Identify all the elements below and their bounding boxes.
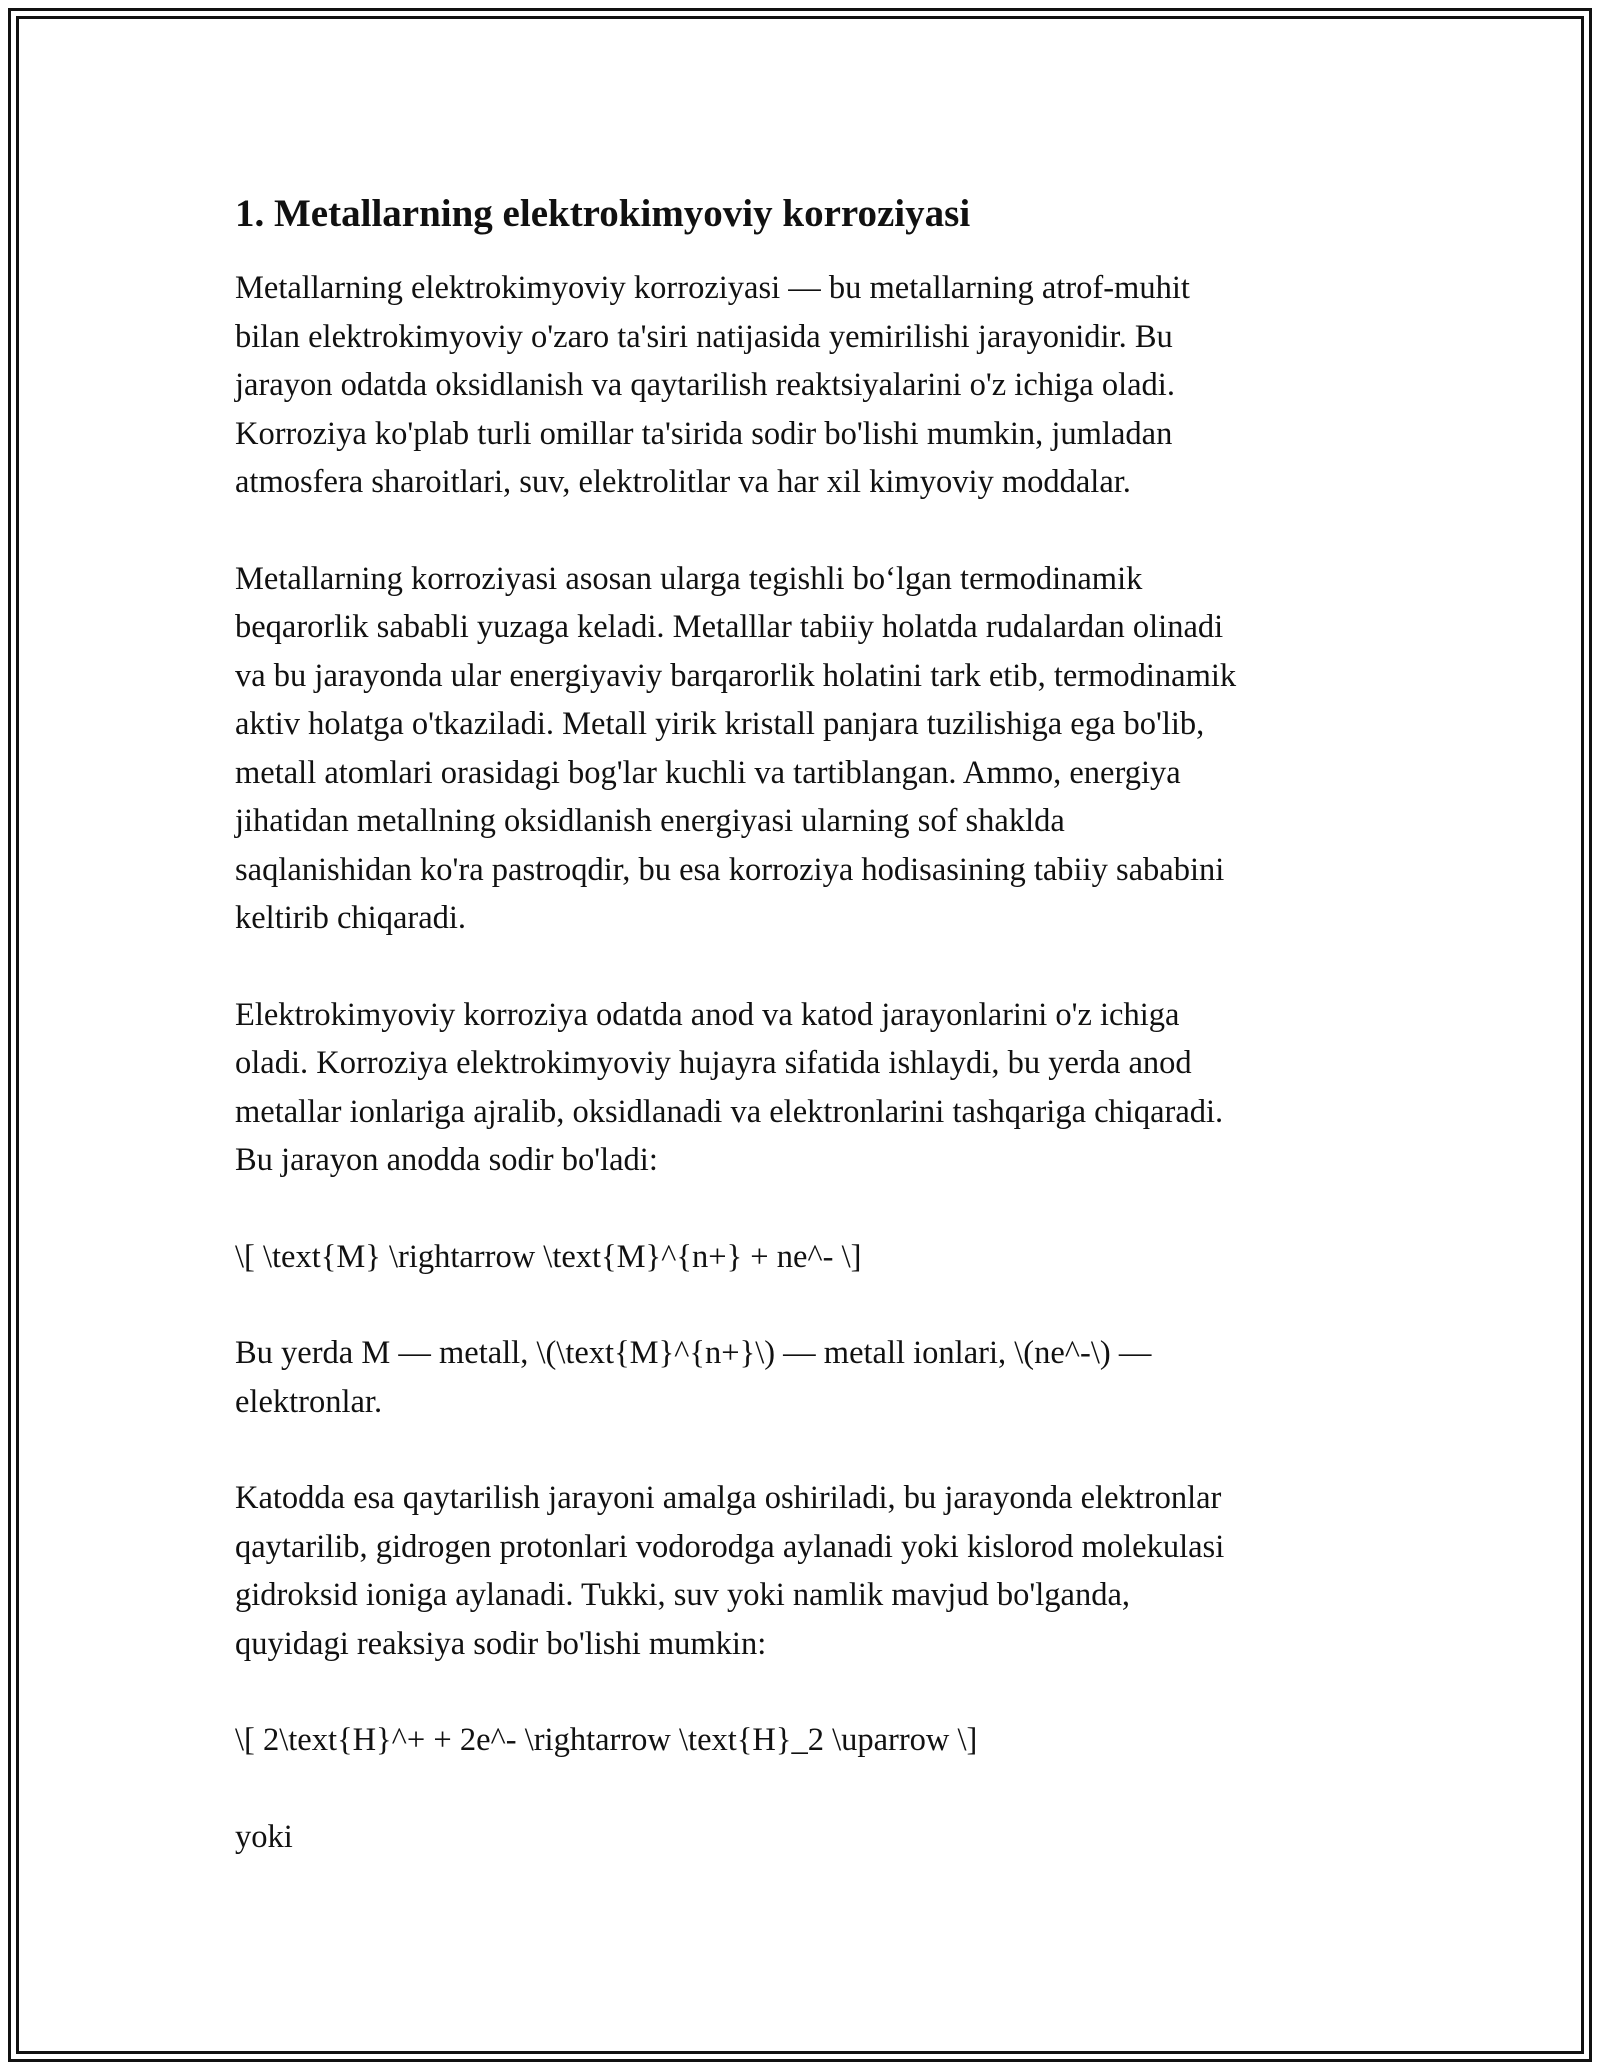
paragraph-or: yoki [235,1818,293,1855]
document-title: 1. Metallarning elektrokimyoviy korroziyasi [235,192,971,235]
formula-anode-reaction: \[ \text{M} \rightarrow \text{M}^{n+} + ne^- \] [235,1238,862,1275]
paragraph-cathode: Katodda esa qaytarilish jarayoni amalga oshiriladi, bu jarayonda elektronlar qaytarilib, gidrogen protonlari vodorodga aylanadi yoki kislorod molekulasi gidroksid ioniga aylanadi. Tukki, suv yoki namlik mavjud bo'lganda, quyidagi reaksiya sodir bo'lishi mumkin: [235,1480,1225,1662]
paragraph-formula-explanation: Bu yerda M — metall, \(\text{M}^{n+}\) — metall ionlari, \(ne^-\) — elektronlar. [235,1335,1152,1420]
paragraph-thermodynamics: Metallarning korroziyasi asosan ularga tegishli bo‘lgan termodinamik beqarorlik sababli yuzaga keladi. Metalllar tabiiy holatda rudalardan olinadi va bu jarayonda ular energiyaviy barqarorlik holatini tark etib, termodinamik aktiv holatga o'tkaziladi. Metall yirik kristall panjara tuzilishiga ega bo'lib, metall atomlari orasidagi bog'lar kuchli va tartiblangan. Ammo, energiya jihatidan metallning oksidlanish energiyasi ularning sof shaklda saqlanishidan ko'ra pastroqdir, bu esa korroziya hodisasining tabiiy sababini keltirib chiqaradi. [235,560,1237,936]
formula-cathode-reaction: \[ 2\text{H}^+ + 2e^- \rightarrow \text{H}_2 \uparrow \] [235,1722,978,1758]
paragraph-intro: Metallarning elektrokimyoviy korroziyasi — bu metallarning atrof-muhit bilan elektrokimyoviy o'zaro ta'siri natijasida yemirilishi jarayonidir. Bu jarayon odatda oksidlanish va qaytarilish reaktsiyalarini o'z ichiga oladi. Korroziya ko'plab turli omillar ta'sirida sodir bo'lishi mumkin, jumladan atmosfera sharoitlari, suv, elektrolitlar va har xil kimyoviy moddalar. [235,270,1190,500]
paragraph-anode-cathode: Elektrokimyoviy korroziya odatda anod va katod jarayonlarini o'z ichiga oladi. Korroziya elektrokimyoviy hujayra sifatida ishlaydi, bu yerda anod metallar ionlariga ajralib, oksidlanadi va elektronlarini tashqariga chiqaradi. Bu jarayon anodda sodir bo'ladi: [235,996,1224,1178]
document-body [235,190,1375,1909]
